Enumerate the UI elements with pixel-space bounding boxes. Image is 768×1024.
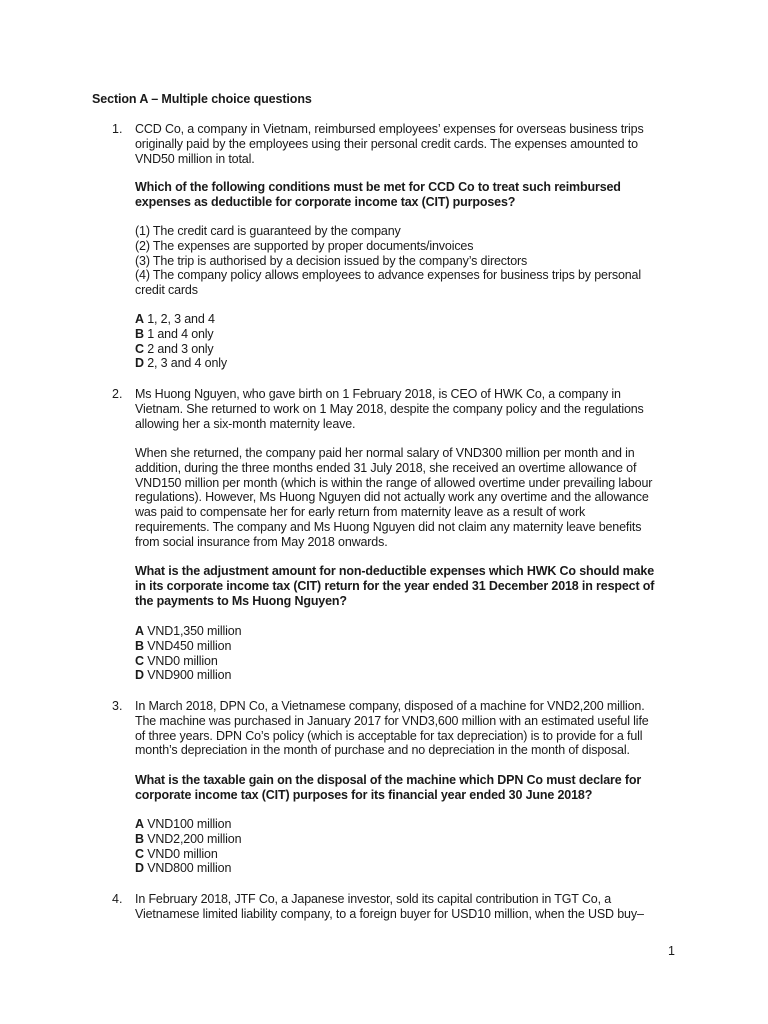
option-text: VND900 million (143, 668, 232, 683)
text-line: CCD Co, a company in Vietnam, reimbursed employees’ expenses for overseas business trips (135, 122, 644, 136)
option-letter: D (135, 668, 144, 683)
option-text: VND450 million (143, 638, 232, 653)
option-letter: A (135, 312, 144, 326)
text-line: was paid to compensate her for early return from maternity leave as a result of work (135, 505, 586, 520)
text-line: in its corporate income tax (CIT) return for the year ended 31 December 2018 in respect of (135, 578, 655, 593)
text-line: In February 2018, JTF Co, a Japanese investor, sold its capital contribution in TGT Co, a (135, 892, 612, 906)
text-line: allowing her a six-month maternity leave. (135, 416, 356, 431)
answer-option[interactable] (135, 312, 675, 327)
answer-option[interactable] (135, 654, 675, 669)
text-line: VND150 million per month (which is within the range of allowed overtime under prevailing labour (135, 475, 653, 490)
text-line: the payments to Ms Huong Nguyen? (135, 593, 347, 608)
text-line: VND50 million in total. (135, 151, 255, 166)
answer-option[interactable] (135, 356, 675, 371)
option-text: 2 and 3 only (143, 341, 214, 356)
answer-option[interactable] (135, 668, 675, 683)
option-letter: C (135, 653, 144, 668)
answer-option[interactable] (135, 327, 675, 342)
page-number: 1 (668, 944, 675, 958)
option-text: VND100 million (143, 817, 232, 831)
option-letter: D (135, 861, 144, 876)
option-letter: A (135, 817, 144, 831)
option-text: VND2,200 million (143, 831, 242, 846)
text-line: of three years. DPN Co’s policy (which is acceptable for tax depreciation) is to provide for a full (135, 728, 643, 743)
option-letter: B (135, 638, 144, 653)
text-line: originally paid by the employees using their personal credit cards. The expenses amounted to (135, 136, 638, 151)
answer-option[interactable] (135, 817, 675, 832)
text-line: Ms Huong Nguyen, who gave birth on 1 February 2018, is CEO of HWK Co, a company in (135, 387, 621, 401)
option-text: VND800 million (143, 861, 232, 876)
question-1-options (135, 312, 675, 371)
answer-option[interactable] (135, 342, 675, 357)
question-number: 1. (112, 122, 123, 136)
condition-line: credit cards (135, 283, 198, 298)
question-2-paragraph (135, 446, 675, 550)
condition-line: (4) The company policy allows employees to advance expenses for business trips by personal (135, 268, 641, 283)
question-number: 4. (112, 892, 123, 906)
text-line: from social insurance from May 2018 onwards. (135, 534, 388, 549)
question-1-conditions (135, 224, 675, 298)
condition-line: (3) The trip is authorised by a decision issued by the company’s directors (135, 253, 528, 268)
option-letter: A (135, 624, 144, 638)
question-3-prompt (135, 773, 675, 803)
condition-line: (1) The credit card is guaranteed by the company (135, 224, 401, 238)
text-line: What is the adjustment amount for non-deductible expenses which HWK Co should make (135, 564, 654, 578)
option-letter: D (135, 356, 144, 371)
text-line: Vietnamese limited liability company, to a foreign buyer for USD10 million, when the USD buy– (135, 906, 644, 921)
question-3-options (135, 817, 675, 876)
text-line: In March 2018, DPN Co, a Vietnamese company, disposed of a machine for VND2,200 million. (135, 699, 645, 713)
option-text: 1, 2, 3 and 4 (143, 312, 215, 326)
text-line: Which of the following conditions must be met for CCD Co to treat such reimbursed (135, 180, 621, 194)
text-line: corporate income tax (CIT) purposes for its financial year ended 30 June 2018? (135, 787, 593, 802)
text-line: The machine was purchased in January 2017 for VND3,600 million with an estimated useful life (135, 713, 649, 728)
question-3-intro (135, 699, 675, 758)
text-line: regulations). However, Ms Huong Nguyen did not actually work any overtime and the allowance (135, 490, 649, 505)
text-line: expenses as deductible for corporate income tax (CIT) purposes? (135, 194, 516, 209)
answer-option[interactable] (135, 624, 675, 639)
option-letter: C (135, 846, 144, 861)
question-4-intro (135, 892, 675, 922)
question-2-prompt (135, 564, 675, 608)
section-title: Section A – Multiple choice questions (92, 92, 312, 106)
text-line: addition, during the three months ended 31 July 2018, she received an overtime allowance of (135, 460, 637, 475)
question-2-options (135, 624, 675, 683)
option-letter: B (135, 326, 144, 341)
condition-line: (2) The expenses are supported by proper documents/invoices (135, 238, 474, 253)
text-line: When she returned, the company paid her normal salary of VND300 million per month and in (135, 446, 635, 460)
answer-option[interactable] (135, 861, 675, 876)
option-letter: C (135, 341, 144, 356)
option-text: VND0 million (143, 846, 218, 861)
answer-option[interactable] (135, 847, 675, 862)
text-line: What is the taxable gain on the disposal of the machine which DPN Co must declare for (135, 773, 642, 787)
option-text: 1 and 4 only (143, 326, 214, 341)
option-text: 2, 3 and 4 only (143, 356, 227, 371)
option-letter: B (135, 831, 144, 846)
option-text: VND0 million (143, 653, 218, 668)
answer-option[interactable] (135, 832, 675, 847)
text-line: month’s depreciation in the month of purchase and no depreciation in the month of disposal. (135, 743, 630, 758)
text-line: Vietnam. She returned to work on 1 May 2018, despite the company policy and the regulations (135, 401, 644, 416)
question-number: 2. (112, 387, 123, 401)
text-line: requirements. The company and Ms Huong Nguyen did not claim any maternity leave benefits (135, 519, 642, 534)
option-text: VND1,350 million (143, 624, 242, 638)
question-2-intro (135, 387, 675, 431)
question-number: 3. (112, 699, 123, 713)
question-1-prompt (135, 180, 675, 210)
answer-option[interactable] (135, 639, 675, 654)
question-1-intro (135, 122, 675, 166)
